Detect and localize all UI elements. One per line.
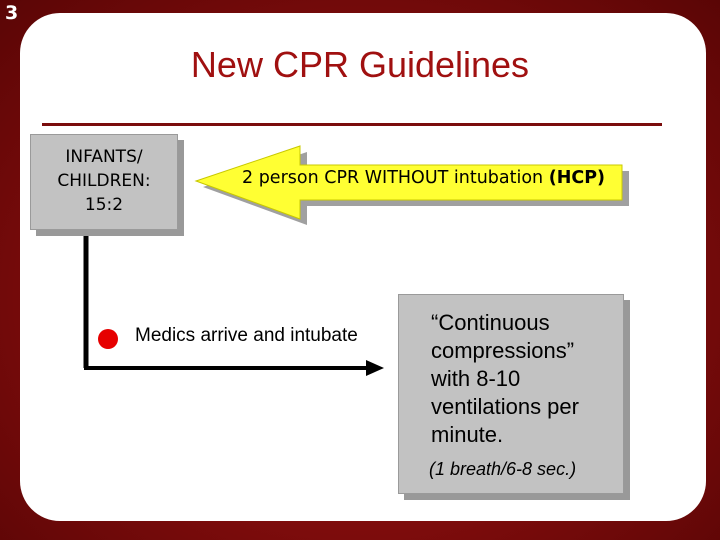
arrow-label bbox=[242, 168, 605, 188]
arrow-label-hcp: (HCP) bbox=[548, 168, 606, 188]
slide-title: New CPR Guidelines bbox=[190, 44, 530, 85]
infant-box-line2: CHILDREN: bbox=[57, 171, 151, 191]
breath-rate-note: (1 breath/6-8 sec.) bbox=[429, 459, 577, 479]
red-bullet-icon bbox=[98, 329, 118, 349]
arrow-label-text: 2 person CPR WITHOUT intubation bbox=[242, 168, 549, 188]
infant-box-line3: 15:2 bbox=[84, 195, 124, 215]
slide-number: 3 bbox=[5, 2, 19, 24]
continuous-compressions-box bbox=[398, 294, 624, 494]
infant-box-line1: INFANTS/ bbox=[65, 147, 143, 167]
continuous-compressions-text: “Continuous compressions” with 8-10 ventilations per minute. bbox=[431, 310, 579, 447]
medics-arrive-label: Medics arrive and intubate bbox=[135, 325, 358, 346]
